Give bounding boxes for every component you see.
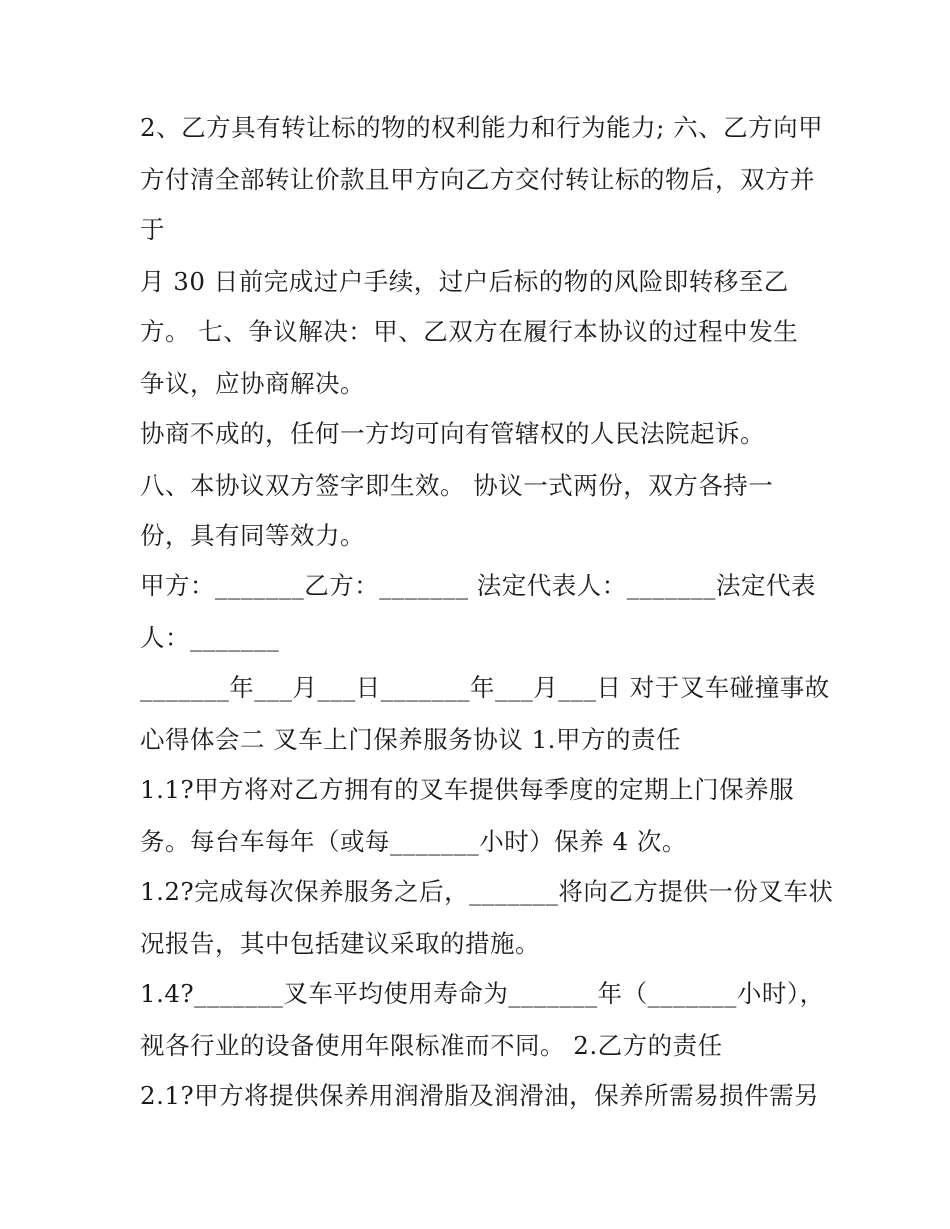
text-line: 方付清全部转让价款且甲方向乙方交付转让标的物后，双方并 bbox=[140, 165, 815, 194]
text-line: 1.4?_______叉车平均使用寿命为_______年（_______小时）， bbox=[140, 979, 825, 1008]
text-line: 争议，应协商解决。 bbox=[140, 369, 365, 398]
date-line: _______年___月___日_______年___月___日 对于叉车碰撞事故 bbox=[140, 673, 830, 702]
text-line: 2、乙方具有转让标的物的权利能力和行为能力; 六、乙方向甲 bbox=[140, 113, 824, 142]
text-line: 份，具有同等效力。 bbox=[140, 521, 365, 550]
text-line: 况报告，其中包括建议采取的措施。 bbox=[140, 929, 540, 958]
text-line: 务。每台车每年（或每_______小时）保养 4 次。 bbox=[140, 827, 687, 856]
signature-line: 甲方：_______乙方：_______ 法定代表人：_______法定代表 bbox=[140, 571, 817, 600]
text-line: 月 30 日前完成过户手续，过户后标的物的风险即转移至乙 bbox=[140, 267, 789, 296]
text-line: 1.2?完成每次保养服务之后，_______将向乙方提供一份叉车状 bbox=[140, 877, 834, 906]
text-line: 于 bbox=[140, 215, 165, 244]
text-line: 视各行业的设备使用年限标准而不同。 2.乙方的责任 bbox=[140, 1031, 723, 1060]
signature-line: 人：_______ bbox=[140, 623, 280, 652]
text-line: 心得体会二 叉车上门保养服务协议 1.甲方的责任 bbox=[140, 725, 681, 754]
text-line: 2.1?甲方将提供保养用润滑脂及润滑油，保养所需易损件需另 bbox=[140, 1081, 820, 1110]
text-line: 1.1?甲方将对乙方拥有的叉车提供每季度的定期上门保养服 bbox=[140, 775, 795, 804]
text-line: 协商不成的，任何一方均可向有管辖权的人民法院起诉。 bbox=[140, 419, 765, 448]
text-line: 八、本协议双方签字即生效。 协议一式两份，双方各持一 bbox=[140, 471, 774, 500]
text-line: 方。 七、争议解决：甲、乙双方在履行本协议的过程中发生 bbox=[140, 317, 799, 346]
